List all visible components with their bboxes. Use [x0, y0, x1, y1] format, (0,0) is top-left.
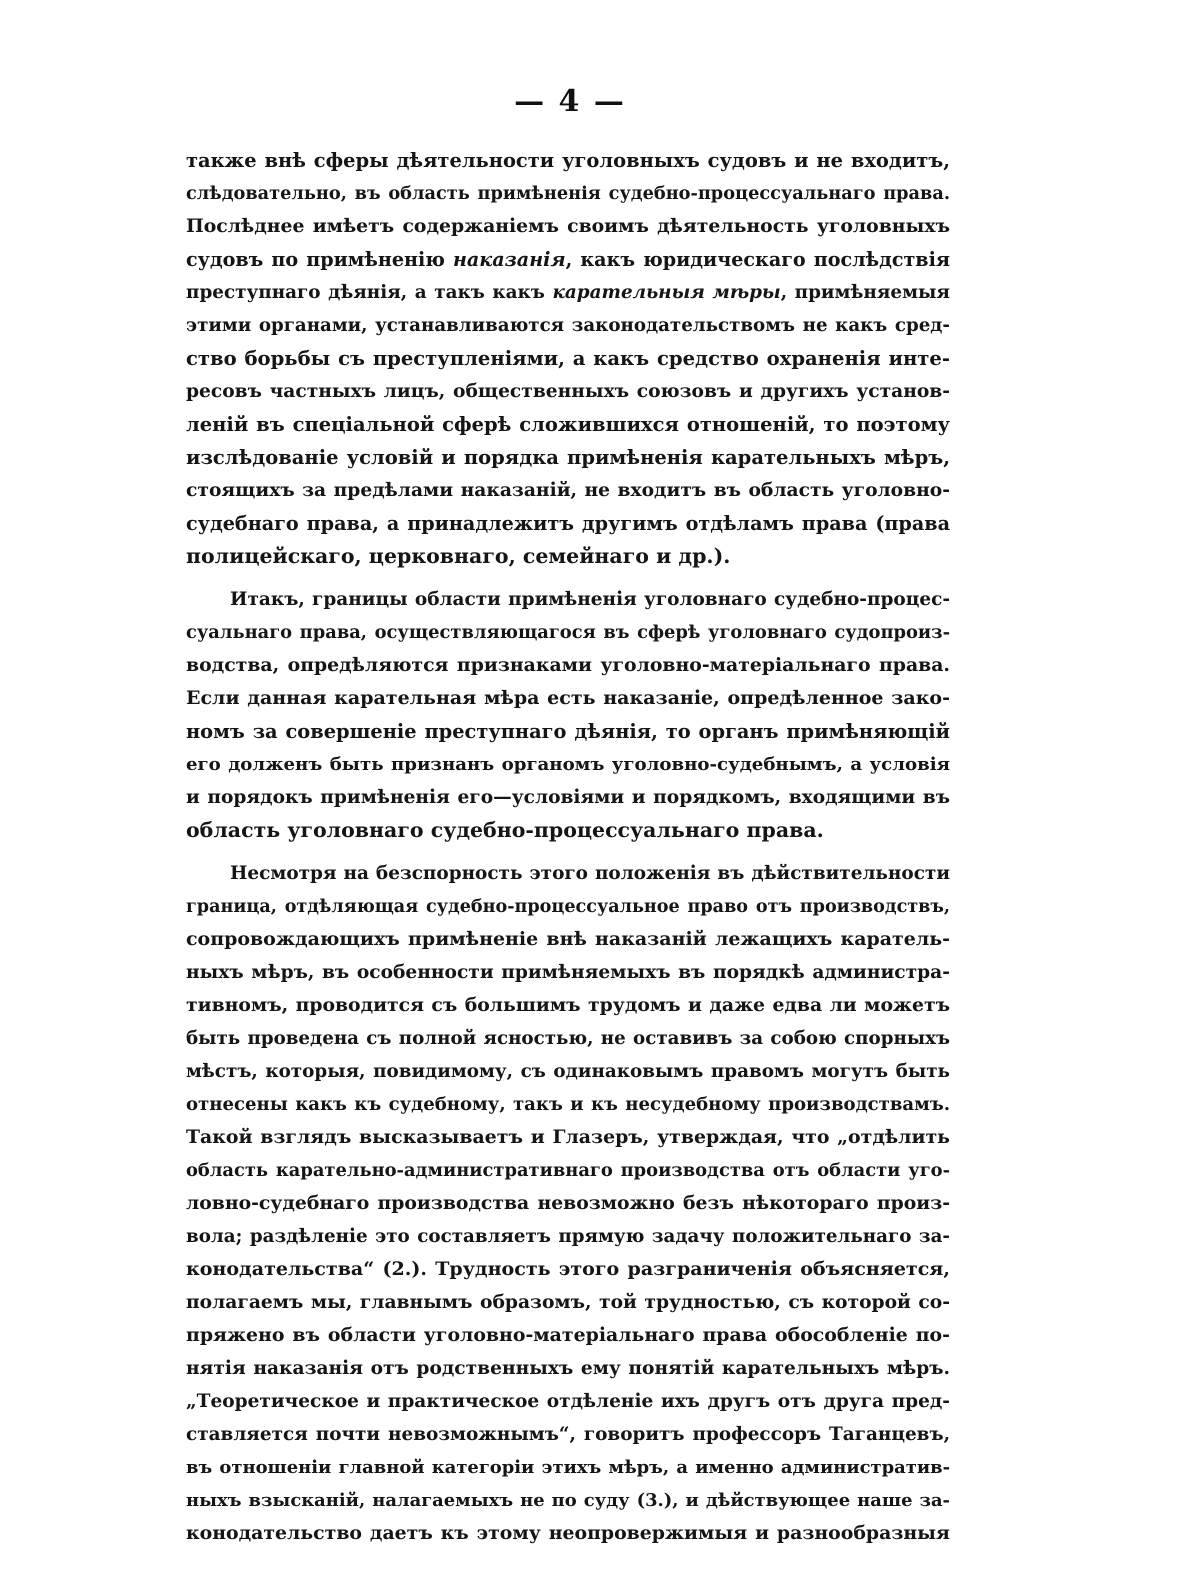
text-line: конодательство даетъ къ этому неопровержимыя и разнообразныя [186, 1522, 950, 1544]
emphasized-term: карательныя мѣры [552, 282, 781, 303]
text-line: стоящихъ за предѣлами наказаній, не входитъ въ область уголовно- [186, 479, 950, 501]
text-line [186, 276, 950, 309]
text-line: ныхъ взысканій, налагаемыхъ не по суду (3.), и дѣйствующее наше за- [186, 1490, 950, 1511]
page-number: — 4 — [514, 84, 626, 119]
text-line: пряжено въ области уголовно-матеріальнаго права обособленіе по- [186, 1324, 950, 1346]
text-line: въ отношеніи главной категоріи этихъ мѣръ, а именно административ- [186, 1457, 950, 1478]
text-segment: , примѣняемыя [780, 282, 950, 303]
text-line: водства, опредѣляются признаками уголовно-матеріальнаго права. [186, 654, 950, 676]
text-line: судебнаго права, а принадлежитъ другимъ отдѣламъ права (права [186, 512, 950, 535]
text-line: отнесены какъ къ судебному, такъ и къ несудебному производствамъ. [186, 1094, 950, 1115]
text-line: ставляется почти невозможнымъ“, говоритъ профессоръ Таганцевъ, [186, 1424, 950, 1445]
text-line: тивномъ, проводится съ большимъ трудомъ и даже едва ли можетъ [186, 994, 950, 1016]
text-line: и порядокъ примѣненія его—условіями и порядкомъ, входящими въ [186, 787, 950, 808]
text-line: Итакъ, границы области примѣненія уголовнаго судебно-процес- [230, 589, 950, 610]
text-line: Послѣднее имѣетъ содержаніемъ своимъ дѣятельность уголовныхъ [186, 215, 950, 237]
text-line: граница, отдѣляющая судебно-процессуальное право отъ производствъ, [186, 896, 950, 917]
text-line: слѣдовательно, въ область примѣненія судебно-процессуальнаго права. [186, 183, 950, 204]
paragraph-gap [186, 847, 950, 857]
text-line: полагаемъ мы, главнымъ образомъ, той трудностью, съ которой со- [186, 1291, 950, 1313]
text-segment: судовъ по примѣненію [186, 248, 453, 271]
text-line: ловно-судебнаго производства невозможно безъ нѣкотораго произ- [186, 1192, 950, 1214]
text-segment: , какъ юридическаго послѣдствія [565, 248, 950, 271]
text-line: „Теоретическое и практическое отдѣленіе ихъ другъ отъ друга пред- [186, 1391, 950, 1412]
text-line: этими органами, устанавливаются законодательствомъ не какъ сред- [186, 315, 950, 336]
paragraph-gap [186, 573, 950, 583]
text-line: его долженъ быть признанъ органомъ уголовно-судебнымъ, а условія [186, 754, 950, 775]
text-line: также внѣ сферы дѣятельности уголовныхъ судовъ и не входитъ, [186, 149, 950, 172]
text-line: конодательства“ (2.). Трудность этого разграниченія объясняется, [186, 1258, 950, 1280]
text-line: изслѣдованіе условій и порядка примѣненія карательныхъ мѣръ, [186, 446, 950, 469]
text-line: быть проведена съ полной ясностью, не оставивъ за собою спорныхъ [186, 1028, 950, 1049]
text-line: нятія наказанія отъ родственныхъ ему понятій карательныхъ мѣръ. [186, 1358, 950, 1379]
text-line: суальнаго права, осуществляющагося въ сферѣ уголовнаго судопроиз- [186, 622, 950, 643]
text-line: область карательно-административнаго производства отъ области уго- [186, 1160, 950, 1181]
text-line: вола; раздѣленіе это составляетъ прямую задачу положительнаго за- [186, 1226, 950, 1247]
text-line [186, 243, 950, 276]
text-segment: преступнаго дѣянія, а такъ какъ [186, 282, 553, 303]
text-line: сопровождающихъ примѣненіе внѣ наказаній лежащихъ каратель- [186, 928, 950, 950]
text-line: область уголовнаго судебно-процессуальнаго права. [186, 818, 824, 842]
text-line: ство борьбы съ преступленіями, а какъ средство охраненія инте- [186, 347, 950, 370]
text-line: леній въ спеціальной сферѣ сложившихся отношеній, то поэтому [186, 413, 950, 436]
text-line: полицейскаго, церковнаго, семейнаго и др.). [186, 544, 731, 568]
text-line: номъ за совершеніе преступнаго дѣянія, то органъ примѣняющій [186, 720, 950, 743]
text-line: мѣстъ, которыя, повидимому, съ одинаковымъ правомъ могутъ быть [186, 1061, 950, 1082]
text-line: ныхъ мѣръ, въ особенности примѣняемыхъ въ порядкѣ администра- [186, 962, 950, 983]
emphasized-term: наказанія [452, 248, 566, 271]
body-text [186, 144, 950, 1550]
text-line: Несмотря на безспорность этого положенія въ дѣйствительности [230, 863, 950, 884]
text-line: Такой взглядъ высказываетъ и Глазеръ, утверждая, что „отдѣлить [186, 1126, 950, 1148]
text-line: ресовъ частныхъ лицъ, общественныхъ союзовъ и другихъ установ- [186, 380, 950, 402]
text-line: Если данная карательная мѣра есть наказаніе, опредѣленное зако- [186, 687, 950, 709]
